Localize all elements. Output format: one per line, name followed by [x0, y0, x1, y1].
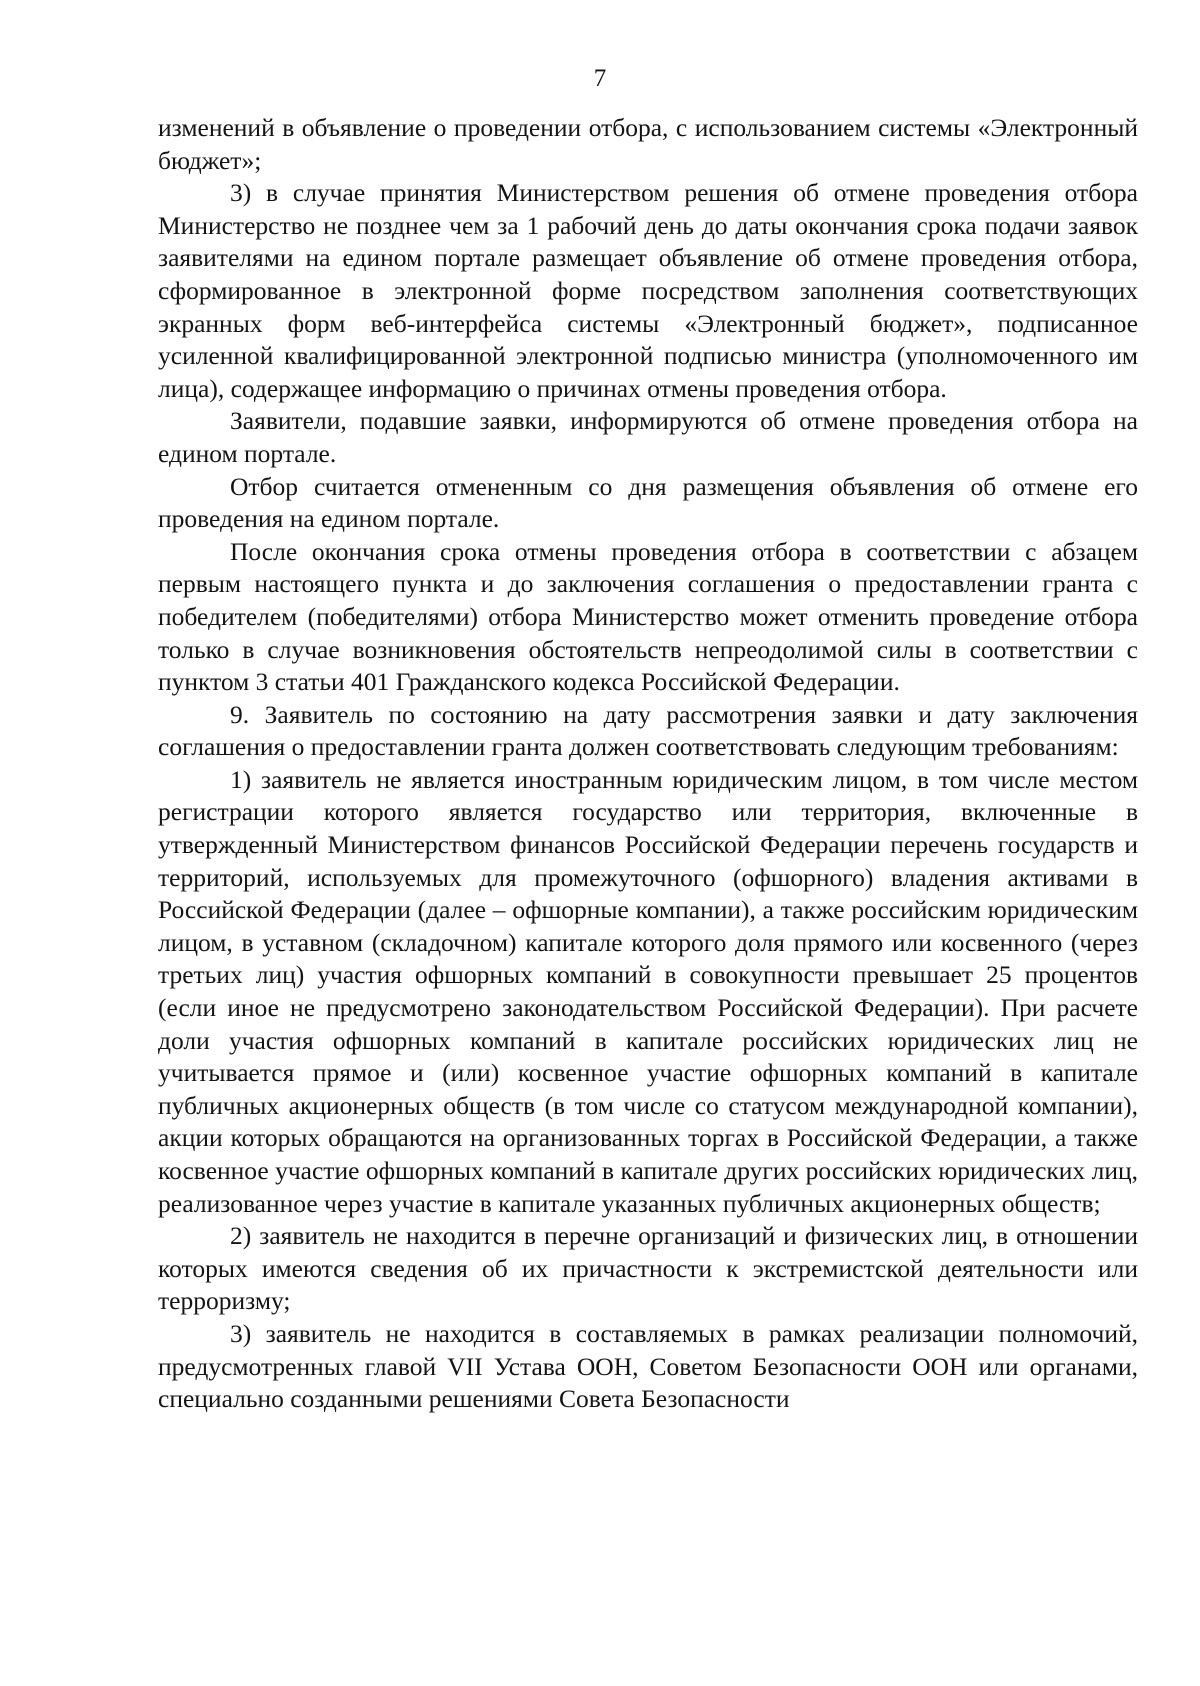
paragraph-item-3-cancellation: 3) в случае принятия Министерством решения об отмене проведения отбора Министерство не позднее чем за 1 рабочий день до даты окончания срока подачи заявок заявителями на едином портале размещает объявление об отмене проведения отбора, сформированное в электронной форме посредством заполнения соответствующих экранных форм веб-интерфейса системы «Электронный бюджет», подписанное усиленной квалифицированной электронной подписью министра (уполномоченного им лица), содержащее информацию о причинах отмены проведения отбора. — [158, 178, 1138, 403]
page-number: 7 — [593, 65, 607, 92]
paragraph-continuation: изменений в объявление о проведении отбора, с использованием системы «Электронный бюджет»; — [158, 113, 1138, 175]
paragraph-force-majeure: После окончания срока отмены проведения отбора в соответствии с абзацем первым настоящего пункта и до заключения соглашения о предоставлении гранта с победителем (победителями) отбора Министерство может отменить проведение отбора только в случае возникновения обстоятельств непреодолимой силы в соответствии с пунктом 3 статьи 401 Гражданского кодекса Российской Федерации. — [158, 536, 1138, 697]
paragraph-requirement-2: 2) заявитель не находится в перечне организаций и физических лиц, в отношении которых имеются сведения об их причастности к экстремистской деятельности или терроризму; — [158, 1221, 1138, 1316]
document-body — [158, 112, 1138, 1416]
paragraph-section-9: 9. Заявитель по состоянию на дату рассмотрения заявки и дату заключения соглашения о предоставлении гранта должен соответствовать следующим требованиям: — [158, 699, 1138, 762]
paragraph-requirement-3: 3) заявитель не находится в составляемых в рамках реализации полномочий, предусмотренных главой VII Устава ООН, Советом Безопасности ООН или органами, специально созданными решениями Совета Безопасности — [158, 1318, 1138, 1414]
paragraph-requirement-1: 1) заявитель не является иностранным юридическим лицом, в том числе местом регистрации которого является государство или территория, включенные в утвержденный Министерством финансов Российской Федерации перечень государств и территорий, используемых для промежуточного (офшорного) владения активами в Российской Федерации (далее – офшорные компании), а также российским юридическим лицом, в уставном (складочном) капитале которого доля прямого или косвенного (через третьих лиц) участия офшорных компаний в совокупности превышает 25 процентов (если иное не предусмотрено законодательством Российской Федерации). При расчете доли участия офшорных компаний в капитале российских юридических лиц не учитывается прямое и (или) косвенное участие офшорных компаний в капитале публичных акционерных обществ (в том числе со статусом международной компании), акции которых обращаются на организованных торгах в Российской Федерации, а также косвенное участие офшорных компаний в капитале других российских юридических лиц, реализованное через участие в капитале указанных публичных акционерных обществ; — [158, 764, 1138, 1218]
paragraph-applicants-informed: Заявители, подавшие заявки, информируются об отмене проведения отбора на едином портале. — [158, 406, 1138, 468]
paragraph-selection-cancelled: Отбор считается отмененным со дня размещения объявления об отмене его проведения на едином портале. — [158, 471, 1138, 534]
